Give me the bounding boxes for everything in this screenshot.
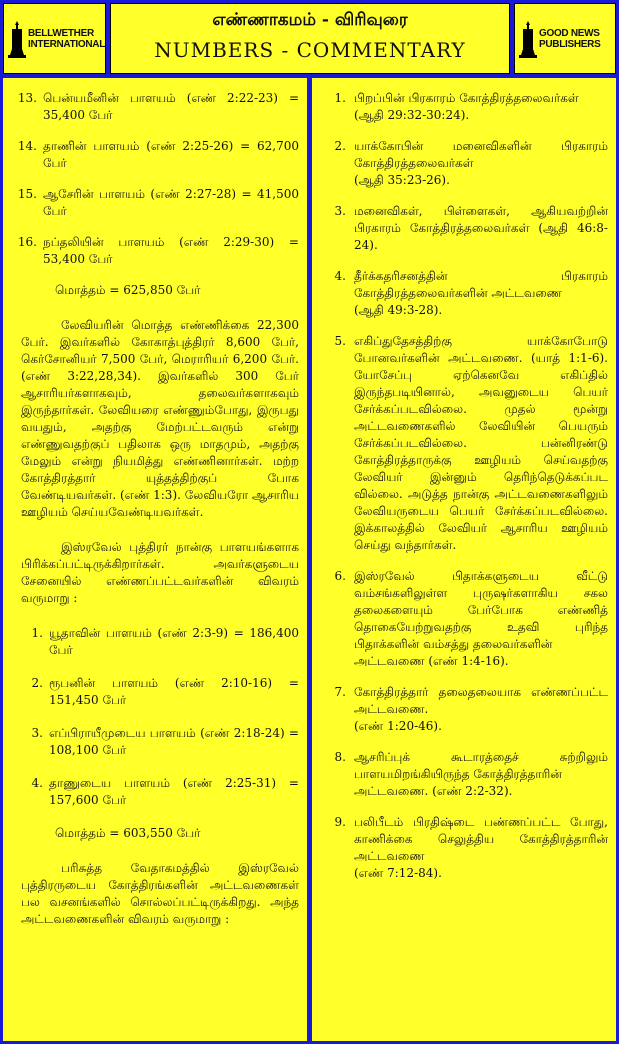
item-body: ஆசரிப்புக் கூடாரத்தைச் சுற்றிலும் பாளயமிறங்கியிருந்த கோத்திரத்தாரின் xyxy=(354,750,608,781)
item-number: 8. xyxy=(334,750,346,764)
item-text xyxy=(354,568,608,670)
right-logo-line2: PUBLISHERS xyxy=(539,38,601,50)
item-body: பிறப்பின் பிரகாரம் கோத்திரத்தலைவர்கள் xyxy=(354,91,579,105)
item-number: 1. xyxy=(31,626,43,640)
tables-list xyxy=(322,90,608,882)
right-column xyxy=(312,78,616,1041)
good-news-logo xyxy=(514,3,616,74)
item-body: தாணுடைய பாளயம் (எண் 2:25-31) = 157,600 பேர் xyxy=(49,776,299,807)
item-number: 14. xyxy=(17,139,37,153)
item-number: 6. xyxy=(334,569,346,583)
right-logo-line1: GOOD NEWS xyxy=(539,27,600,39)
item-text xyxy=(49,675,299,709)
list-item xyxy=(15,90,299,124)
item-body: தீர்க்கதரிசனத்தின் பிரகாரம் கோத்திரத்தலைவர்களின் அட்டவணை xyxy=(354,269,608,300)
item-body: ஆசேரின் பாளயம் (எண் 2:27-28) = 41,500 பேர் xyxy=(43,187,299,218)
item-reference: அட்டவணை (எண் 1:4-16). xyxy=(354,654,509,668)
item-body: கோத்திரத்தார் தலைதலையாக எண்ணப்பட்ட அட்டவணை. xyxy=(354,685,608,716)
list-item xyxy=(15,675,299,709)
item-text xyxy=(354,268,608,319)
item-body: எகிப்துதேசத்திற்கு யாக்கோபோடு போனவர்களின் அட்டவணை. (யாத் 1:1-6). யோசேப்பு ஏற்கெனவே எகிப்தில் இருந்தபடியினால், அவனுடைய பெயர் சேர்க்கப்படவில்லை. முதல் மூன்று அட்டவணைகளில் லேவியின் பெயரும் சேர்க்கப்படவில்லை. பன்னிரண்டு கோத்திரத்தாருக்கு ஊழியம் செய்வதற்கு லேவியர் இன்னும் தெரிந்தெடுக்கப்பட வில்லை. அடுத்த நான்கு அட்டவணைகளிலும் லேவியருடைய பெயர் சேர்க்கப்படவில்லை. இக்காலத்தில் லேவியர் ஆசாரிய ஊழியம் செய்து வந்தார்கள். xyxy=(354,334,608,552)
item-body: பலிபீடம் பிரதிஷ்டை பண்ணப்பட்ட போது, காணிக்கை செலுத்திய கோத்திரத்தாரின் அட்டவணை xyxy=(354,815,608,863)
item-text xyxy=(354,90,608,124)
item-text xyxy=(49,775,299,809)
left-logo-line2: INTERNATIONAL xyxy=(28,38,106,50)
list-item xyxy=(15,775,299,809)
camps-list xyxy=(15,90,299,268)
item-body: எப்பிராயீமுடைய பாளயம் (எண் 2:18-24) = 108,100 பேர் xyxy=(49,726,299,757)
list-item xyxy=(15,625,299,659)
list-item xyxy=(15,234,299,268)
total-camps: மொத்தம் = 625,850 பேர் xyxy=(55,283,201,297)
list-item xyxy=(15,186,299,220)
item-number: 2. xyxy=(31,676,43,690)
item-reference: (ஆதி 49:3-28). xyxy=(354,303,443,317)
list-item xyxy=(322,268,608,319)
bellwether-logo xyxy=(3,3,106,74)
good-news-icon xyxy=(519,19,537,59)
item-body: நப்தலியின் பாளயம் (எண் 2:29-30) = 53,400 பேர் xyxy=(43,235,299,266)
item-reference: (ஆதி 35:23-26). xyxy=(354,173,450,187)
item-number: 5. xyxy=(334,334,346,348)
item-reference: (எண் 7:12-84). xyxy=(354,866,442,880)
list-item xyxy=(322,568,608,670)
item-text xyxy=(354,333,608,554)
list-item xyxy=(322,814,608,882)
item-number: 16. xyxy=(17,235,37,249)
item-body: பென்யமீனின் பாளயம் (எண் 2:22-23) = 35,400 பேர் xyxy=(43,91,299,122)
item-number: 4. xyxy=(334,269,346,283)
item-body: யாக்கோபின் மனைவிகளின் பிரகாரம் கோத்திரத்தலைவர்கள் xyxy=(354,139,608,170)
left-logo-line1: BELLWETHER xyxy=(28,27,94,39)
list-item xyxy=(15,725,299,759)
item-text xyxy=(43,186,299,220)
item-text xyxy=(43,90,299,124)
levites-paragraph: லேவியரின் மொத்த எண்ணிக்கை 22,300 பேர். இவர்களில் கோகாத்புத்திரர் 8,600 பேர், கெர்சோனியர் 7,500 பேர், மெராரியர் 6,200 பேர். (எண் 3:22,28,34). இவர்களில் 300 பேர் ஆசாரியர்களாகவும், தலைவர்களாகவும் இருந்தார்கள். லேவியரை எண்ணும்போது, இருபது வயதும், அதற்கு மேற்பட்டவரும் என்று எண்ணுவதற்குப் பதிலாக ஒரு மாதமும், அதற்கு மேலும் என்று நியமித்து எண்ணினார்கள். மற்ற கோத்திரத்தார் யுத்தத்திற்குப் போக வேண்டியவர்கள். (எண் 1:3). லேவியரோ ஆசாரிய ஊழியம் செய்யவேண்டியவர்கள். xyxy=(21,318,299,519)
item-number: 3. xyxy=(334,204,346,218)
item-body: ரூபனின் பாளயம் (எண் 2:10-16) = 151,450 பேர் xyxy=(49,676,299,707)
title-tamil: எண்ணாகமம் - விரிவுரை xyxy=(212,10,408,30)
bellwether-icon xyxy=(8,19,26,59)
item-reference: (எண் 1:20-46). xyxy=(354,719,442,733)
item-number: 4. xyxy=(31,776,43,790)
item-text xyxy=(354,203,608,254)
title-english: NUMBERS - COMMENTARY xyxy=(154,38,466,62)
total-divisions: மொத்தம் = 603,550 பேர் xyxy=(55,826,201,840)
item-number: 9. xyxy=(334,815,346,829)
list-item xyxy=(322,203,608,254)
item-reference: அட்டவணை. (எண் 2:2-32). xyxy=(354,784,513,798)
divisions-list xyxy=(15,625,299,809)
title-box xyxy=(110,3,510,74)
list-item xyxy=(322,749,608,800)
item-body: மனைவிகள், பிள்ளைகள், ஆகியவற்றின் பிரகாரம் கோத்திரத்தலைவர்கள் (ஆதி 46:8-24). xyxy=(354,204,608,252)
item-number: 15. xyxy=(17,187,37,201)
item-text xyxy=(354,684,608,735)
item-text xyxy=(354,749,608,800)
item-number: 3. xyxy=(31,726,43,740)
list-item xyxy=(322,90,608,124)
list-item xyxy=(322,138,608,189)
item-text xyxy=(49,725,299,759)
left-column xyxy=(3,78,307,1041)
item-text xyxy=(49,625,299,659)
item-text xyxy=(43,234,299,268)
list-item xyxy=(322,333,608,554)
item-number: 7. xyxy=(334,685,346,699)
item-body: யூதாவின் பாளயம் (எண் 2:3-9) = 186,400 பேர் xyxy=(49,626,299,657)
item-body: இஸ்ரவேல் பிதாக்களுடைய வீட்டு வம்சங்களிலுள்ள புருஷர்களாகிய சகல தலைகளையும் பேர்போக எண்ணித் தொகையேற்றுவதற்கு உதவி புரிந்த பிதாக்களின் வம்சத்து தலைவர்களின் xyxy=(354,569,608,651)
item-number: 2. xyxy=(334,139,346,153)
item-text xyxy=(354,814,608,882)
item-number: 13. xyxy=(17,91,37,105)
list-item xyxy=(322,684,608,735)
list-item xyxy=(15,138,299,172)
item-body: தாணின் பாளயம் (எண் 2:25-26) = 62,700 பேர் xyxy=(43,139,299,170)
divisions-intro: இஸ்ரவேல் புத்திரர் நான்கு பாளயங்களாக பிரிக்கப்பட்டிருக்கிறார்கள். அவர்களுடைய சேனையில் எண்ணப்பட்டவர்களின் விவரம் வருமாறு : xyxy=(21,540,299,605)
item-number: 1. xyxy=(334,91,346,105)
item-text xyxy=(354,138,608,189)
tables-intro: பரிசுத்த வேதாகமத்தில் இஸ்ரவேல் புத்திரருடைய கோத்திரங்களின் அட்டவணைகள் பல வசனங்களில் சொல்லப்பட்டிருக்கிறது. அந்த அட்டவணைகளின் விவரம் வருமாறு : xyxy=(21,861,299,926)
item-text xyxy=(43,138,299,172)
item-reference: (ஆதி 29:32-30:24). xyxy=(354,108,470,122)
